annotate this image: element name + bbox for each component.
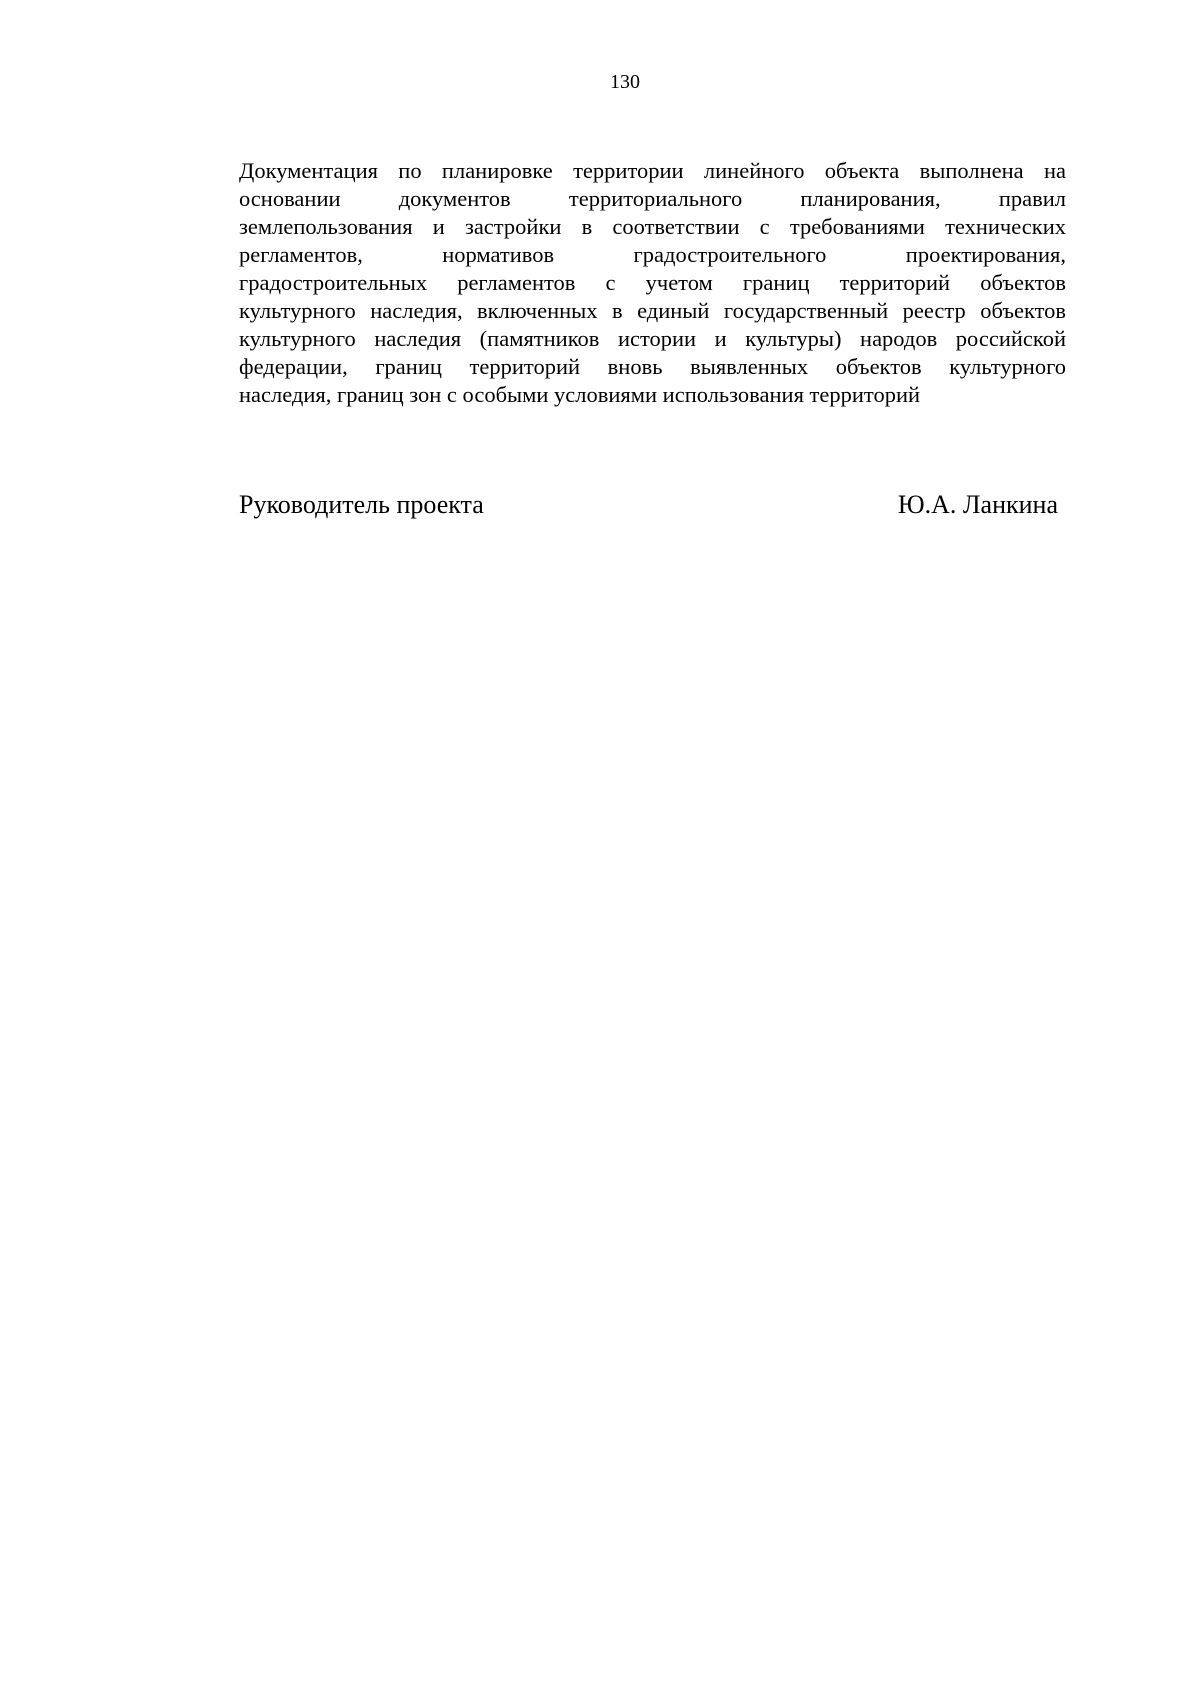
paragraph-line: культурного наследия (памятников истории и культуры) народов российской [239,326,1066,351]
paragraph-line: землепользования и застройки в соответствии с требованиями технических [239,214,1066,239]
paragraph-line: федерации, границ территорий вновь выявленных объектов культурного [239,354,1066,379]
signature-name: Ю.А. Ланкина [897,490,1058,519]
paragraph-line: регламентов, нормативов градостроительного проектирования, [239,242,1066,267]
paragraph-line: градостроительных регламентов с учетом границ территорий объектов [239,270,1066,295]
page-number: 130 [610,71,640,93]
signature-role: Руководитель проекта [239,490,484,519]
paragraph-line: основании документов территориального планирования, правил [239,186,1066,211]
body-paragraph [239,157,1066,409]
paragraph-line: культурного наследия, включенных в единый государственный реестр объектов [239,298,1066,323]
paragraph-line: наследия, границ зон с особыми условиями использования территорий [239,382,921,407]
paragraph-line: Документация по планировке территории линейного объекта выполнена на [239,158,1066,183]
